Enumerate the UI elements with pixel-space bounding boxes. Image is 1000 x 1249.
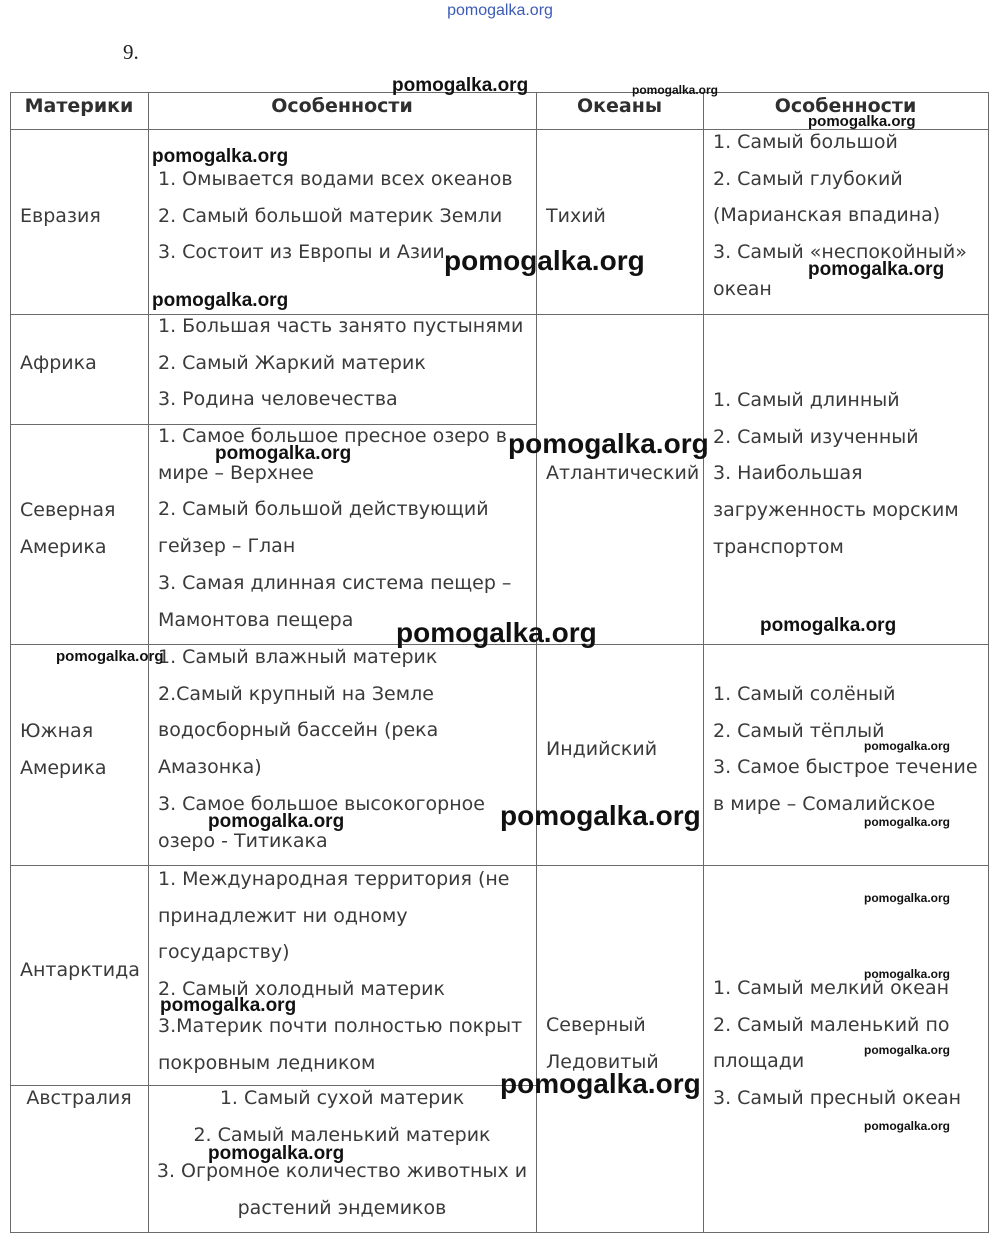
feature-line: транспортом <box>713 535 844 558</box>
watermark: pomogalka.org <box>808 259 945 280</box>
feature-line: загруженность морским <box>713 499 959 522</box>
feature-line: покровным ледником <box>158 1051 376 1074</box>
feature-line: растений эндемиков <box>237 1197 447 1220</box>
site-header[interactable]: pomogalka.org <box>447 2 553 19</box>
ocean-features <box>713 382 959 566</box>
feature-line: 3. Родина человечества <box>158 388 398 411</box>
ocean-name-line: Тихий <box>546 205 606 227</box>
feature-line: 3. Огромное количество животных и <box>156 1160 528 1183</box>
watermark: pomogalka.org <box>500 800 701 831</box>
watermark: pomogalka.org <box>632 83 719 97</box>
header-continents: Материки <box>24 95 134 117</box>
continent-name-line: Антарктида <box>20 959 140 981</box>
feature-line: 2. Самый большой материк Земли <box>158 204 503 227</box>
feature-line: 3.Материк почти полностью покрыт <box>158 1014 523 1037</box>
feature-line: 3. Самый «неспокойный» <box>713 241 967 264</box>
feature-line: 3. Наибольшая <box>713 462 863 485</box>
continent-name-line: Африка <box>20 352 97 374</box>
feature-line: 3. Самое большое высокогорное <box>158 792 485 815</box>
continent-name <box>20 345 97 382</box>
header-ocean-features: Особенности <box>774 95 917 117</box>
watermark: pomogalka.org <box>500 1068 701 1099</box>
continent-name-line: Южная <box>20 720 94 742</box>
feature-line: 3. Самый пресный океан <box>713 1087 962 1110</box>
continent-features <box>158 308 523 418</box>
table-border-right <box>988 92 989 1233</box>
continent-name-line: Евразия <box>20 205 101 227</box>
continent-name-line: Северная <box>20 499 116 521</box>
ocean-name-line: Северный <box>546 1014 646 1036</box>
feature-line: мире – Верхнее <box>158 461 314 484</box>
ocean-name-line: Ледовитый <box>546 1050 659 1073</box>
watermark: pomogalka.org <box>444 245 645 276</box>
ocean-name <box>546 198 606 235</box>
feature-line: водосборный бассейн (река <box>158 719 439 742</box>
feature-line: (Марианская впадина) <box>713 204 941 227</box>
ocean-name-line: Атлантический <box>546 462 700 484</box>
feature-line: 2. Самый холодный материк <box>158 978 446 1001</box>
continent-name <box>20 492 115 565</box>
feature-line: 1. Самый солёный <box>713 683 896 705</box>
continent-name <box>20 713 107 786</box>
continent-name <box>20 952 140 989</box>
watermark: pomogalka.org <box>864 891 951 905</box>
feature-line: площади <box>713 1050 805 1073</box>
watermark: pomogalka.org <box>152 146 289 167</box>
watermark: pomogalka.org <box>160 995 297 1016</box>
feature-line: 1. Большая часть занято пустынями <box>158 315 524 337</box>
feature-line: 1. Самый влажный материк <box>158 646 438 668</box>
watermark: pomogalka.org <box>864 1043 951 1057</box>
ocean-name <box>546 731 657 768</box>
feature-line: гейзер – Глан <box>158 535 296 558</box>
feature-line: 1. Самое большое пресное озеро в <box>158 425 507 447</box>
watermark: pomogalka.org <box>864 815 951 829</box>
watermark: pomogalka.org <box>864 1119 951 1133</box>
continent-name-line: Австралия <box>26 1087 132 1109</box>
feature-line: озеро - Титикака <box>158 829 328 852</box>
question-number: 9. <box>123 40 139 64</box>
watermark: pomogalka.org <box>864 967 951 981</box>
feature-line: 2. Самый глубокий <box>713 167 903 190</box>
continent-name-line: Америка <box>20 535 107 558</box>
watermark: pomogalka.org <box>508 428 709 459</box>
feature-line: 2. Самый большой действующий <box>158 498 489 521</box>
feature-line: 3. Самое быстрое течение <box>713 756 978 779</box>
feature-line: принадлежит ни одному <box>158 904 408 927</box>
watermark: pomogalka.org <box>760 615 897 636</box>
watermark: pomogalka.org <box>808 113 916 130</box>
watermark: pomogalka.org <box>56 648 164 665</box>
column-divider <box>703 92 704 1233</box>
table-border-bottom <box>10 1232 988 1233</box>
watermark: pomogalka.org <box>215 443 352 464</box>
continent-name <box>10 1080 148 1117</box>
continent-name <box>20 198 101 235</box>
feature-line: Амазонка) <box>158 756 262 779</box>
feature-line: 2. Самый маленький по <box>713 1013 950 1036</box>
watermark: pomogalka.org <box>396 617 597 648</box>
feature-line: 3. Самая длинная система пещер – <box>158 571 512 594</box>
feature-line: государству) <box>158 941 290 964</box>
feature-line: 1. Международная территория (не <box>158 868 510 890</box>
ocean-name <box>546 455 699 492</box>
ocean-name-line: Индийский <box>546 738 658 760</box>
feature-line: в мире – Сомалийское <box>713 793 936 816</box>
feature-line: Мамонтова пещера <box>158 608 354 631</box>
header-oceans: Океаны <box>576 95 663 117</box>
continent-features <box>158 861 522 1081</box>
watermark: pomogalka.org <box>208 1143 345 1164</box>
feature-line: 2. Самый маленький материк <box>193 1123 491 1146</box>
watermark: pomogalka.org <box>152 290 289 311</box>
feature-line: 1. Самый мелкий океан <box>713 977 950 999</box>
feature-line: 1. Омывается водами всех океанов <box>158 168 513 190</box>
feature-line: 2. Самый Жаркий материк <box>158 351 426 374</box>
feature-line: 3. Состоит из Европы и Азии <box>158 241 445 264</box>
continent-name-line: Америка <box>20 756 107 779</box>
watermark: pomogalka.org <box>392 75 529 96</box>
feature-line: 2. Самый тёплый <box>713 719 885 742</box>
table-border-left <box>10 92 11 1233</box>
feature-line: 2. Самый изученный <box>713 425 919 448</box>
feature-line: 1. Самый большой <box>713 131 898 153</box>
feature-line: 2.Самый крупный на Земле <box>158 682 434 705</box>
watermark: pomogalka.org <box>864 739 951 753</box>
feature-line: океан <box>713 277 772 300</box>
watermark: pomogalka.org <box>208 811 345 832</box>
feature-line: 1. Самый сухой материк <box>219 1087 465 1109</box>
feature-line: 1. Самый длинный <box>713 389 900 411</box>
header-continent-features: Особенности <box>271 95 413 117</box>
